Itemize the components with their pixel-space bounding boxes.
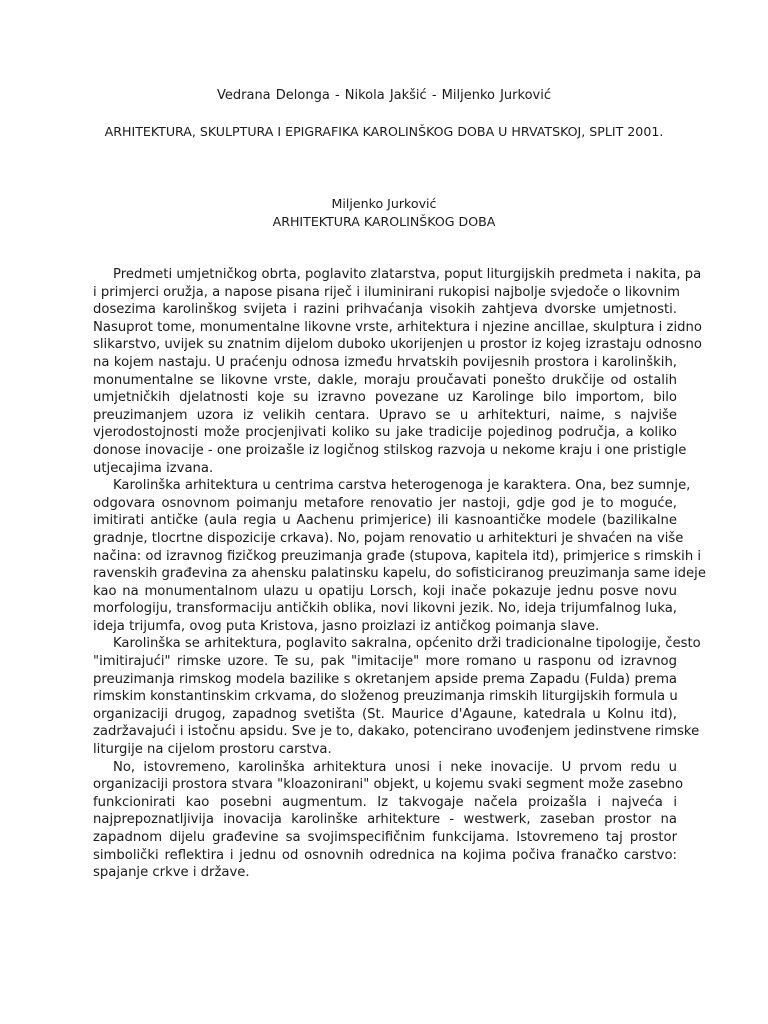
text-line: Karolinška se arhitektura, poglavito sakralna, općenito drži tradicionalne tipologije, često <box>113 636 701 652</box>
text-line: dosezima karolinškog svijeta i razini prihvaćanja visokih zahtjeva dvorske umjetnosti. <box>93 302 677 318</box>
text-line: najprepoznatljivija inovacija karolinške arhitekture - westwerk, zaseban prostor na <box>93 812 677 828</box>
text-line: na kojem nastaju. U praćenju odnosa između hrvatskih povijesnih prostora i karolinških, <box>93 354 677 370</box>
text-line: slikarstvo, uvijek su znatnim dijelom duboko ukorijenjen u prostor iz kojeg izrastaju odnosno <box>93 337 702 353</box>
paragraph <box>93 635 701 758</box>
chapter-title: ARHITEKTURA KAROLINŠKOG DOBA <box>272 214 496 229</box>
book-title: ARHITEKTURA, SKULPTURA I EPIGRAFIKA KAROLINŠKOG DOBA U HRVATSKOJ, SPLIT 2001. <box>104 124 664 139</box>
text-line: organizaciji prostora stvara "kloazonirani" objekt, u kojemu svaki segment može zasebno <box>93 777 684 793</box>
text-line: Nasuprot tome, monumentalne likovne vrste, arhitektura i njezine ancillae, skulptura i zidno <box>93 319 702 335</box>
text-line: spajanje crkve i države. <box>93 865 250 881</box>
text-line: donose inovacije - one proizašle iz logičnog stilskog razvoja u nekome kraju i one pristigle <box>93 442 687 458</box>
text-line: imitirati antičke (aula regia u Aachenu primjerice) ili kasnoantičke modele (bazilikalne <box>93 513 677 529</box>
text-line: funkcionirati kao posebni augmentum. Iz takvogaje načela proizašla i najveća i <box>93 794 677 810</box>
text-line: vjerodostojnosti može procjenjivati koliko su jake tradicije pojedinog područja, a koliko <box>93 425 677 441</box>
text-line: liturgije na cijelom prostoru carstva. <box>93 742 332 758</box>
paragraph <box>93 266 702 477</box>
chapter-author: Miljenko Jurković <box>331 196 437 211</box>
body-text <box>93 266 706 882</box>
text-line: odgovara osnovnom poimanju metafore renovatio jer nastoji, gdje god je to moguće, <box>93 495 677 511</box>
text-line: zadržavajući i istočnu apsidu. Sve je to, dakako, potencirano uvođenjem jedinstvene rimske <box>93 724 700 740</box>
text-line: umjetničkih djelatnosti koje su izravno povezane uz Karolinge bilo importom, bilo <box>93 390 677 406</box>
text-line: preuzimanjem uzora iz velikih centara. Upravo se u arhitekturi, naime, s najviše <box>93 407 677 423</box>
text-line: načina: od izravnog fizičkog preuzimanja građe (stupova, kapitela itd), primjerice s rimskih i <box>93 548 702 564</box>
text-line: simbolički reflektira i jednu od osnovnih odrednica na kojima počiva franačko carstvo: <box>93 847 677 863</box>
text-line: rimskim konstantinskim crkvama, do složenog preuzimanja rimskih liturgijskih formula u <box>93 689 678 705</box>
text-line: monumentalne se likovne vrste, dakle, moraju proučavati ponešto drukčije od ostalih <box>93 372 677 388</box>
text-line: morfologiju, transformaciju antičkih oblika, novi likovni jezik. No, ideja trijumfalnog luka, <box>93 601 677 617</box>
text-line: utjecajima izvana. <box>93 460 214 476</box>
text-line: zapadnom dijelu građevine sa svojimspecifičnim funkcijama. Istovremeno taj prostor <box>93 830 677 845</box>
text-line: kao na monumentalnom ulazu u opatiju Lorsch, koji inače pokazuje jednu posve novu <box>93 583 677 599</box>
paragraph <box>93 477 706 635</box>
text-line: "imitirajući" rimske uzore. Te su, pak "imitacije" more romano u rasponu od izravnog <box>93 654 677 670</box>
text-line: Predmeti umjetničkog obrta, poglavito zlatarstva, poput liturgijskih predmeta i nakita, pa <box>113 267 702 282</box>
text-line: Karolinška arhitektura u centrima carstva heterogenoga je karaktera. Ona, bez sumnje, <box>113 478 691 494</box>
text-line: ideja trijumfa, ovog puta Kristova, jasno proizlazi iz antičkog poimanja slave. <box>93 618 600 634</box>
paragraph <box>93 759 684 882</box>
text-line: gradnje, tlocrtne dispozicije crkava). No, pojam renovatio u arhitekturi je shvaćen na više <box>93 530 684 546</box>
text-line: organizaciji drugog, zapadnog svetišta (St. Maurice d'Agaune, katedrala u Kolnu itd), <box>93 706 677 722</box>
text-line: preuzimanja rimskog modela bazilike s okretanjem apside prema Zapadu (Fulda) prema <box>93 671 677 687</box>
text-line: ravenskih građevina za ahensku palatinsku kapelu, do sofisticiranog preuzimanja same ideje <box>93 566 706 582</box>
authors-line: Vedrana Delonga - Nikola Jakšić - Miljenko Jurković <box>217 88 551 103</box>
chapter-heading <box>0 195 768 231</box>
text-line: No, istovremeno, karolinška arhitektura unosi i neke inovacije. U prvom redu u <box>113 759 677 775</box>
text-line: i primjerci oružja, a napose pisana riječ i iluminirani rukopisi najbolje svjedoče o likovnim <box>93 284 681 300</box>
